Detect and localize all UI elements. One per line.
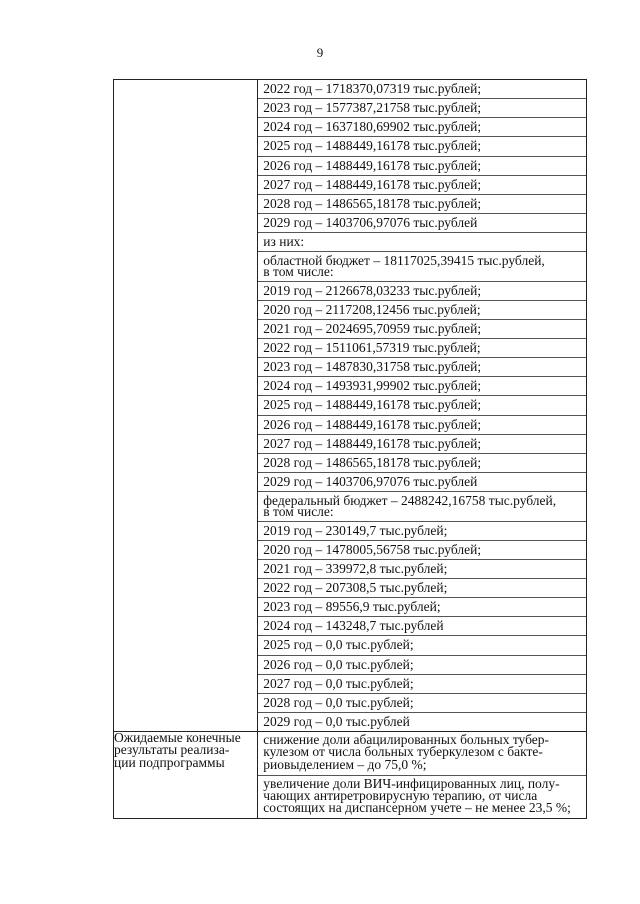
regional-year-line: 2021 год – 2024695,70959 тыс.рублей; <box>258 319 586 338</box>
results-row <box>114 732 587 819</box>
result-item <box>258 775 586 819</box>
federal-year-line: 2028 год – 0,0 тыс.рублей; <box>258 693 586 712</box>
federal-year-line: 2023 год – 89556,9 тыс.рублей; <box>258 597 586 616</box>
federal-budget-header <box>258 491 586 520</box>
regional-year-line: 2026 год – 1488449,16178 тыс.рублей; <box>258 415 586 434</box>
results-value-cell <box>258 732 587 819</box>
total-year-line: 2026 год – 1488449,16178 тыс.рублей; <box>258 156 586 175</box>
results-label-line: Ожидаемые конечные <box>114 730 241 746</box>
of-which-label: из них: <box>258 232 586 251</box>
regional-year-line: 2023 год – 1487830,31758 тыс.рублей; <box>258 357 586 376</box>
funding-row <box>114 80 587 732</box>
result-item-line: снижение доли абацилированных больных тубер- <box>263 732 550 748</box>
regional-year-line: 2020 год – 2117208,12456 тыс.рублей; <box>258 300 586 319</box>
page-number: 9 <box>316 45 324 60</box>
total-year-line: 2028 год – 1486565,18178 тыс.рублей; <box>258 194 586 213</box>
federal-year-line: 2022 год – 207308,5 тыс.рублей; <box>258 578 586 597</box>
total-year-line: 2024 год – 1637180,69902 тыс.рублей; <box>258 117 586 136</box>
regional-budget-header-line: в том числе: <box>263 264 334 280</box>
results-label-cell <box>114 732 258 819</box>
federal-year-line: 2021 год – 339972,8 тыс.рублей; <box>258 559 586 578</box>
federal-year-line: 2026 год – 0,0 тыс.рублей; <box>258 655 586 674</box>
result-item <box>258 732 586 775</box>
federal-budget-header-line: федеральный бюджет – 2488242,16758 тыс.рублей, <box>263 493 557 509</box>
federal-budget-header-line: в том числе: <box>263 504 334 520</box>
federal-year-line: 2019 год – 230149,7 тыс.рублей; <box>258 521 586 540</box>
total-year-line: 2025 год – 1488449,16178 тыс.рублей; <box>258 136 586 155</box>
federal-year-line: 2020 год – 1478005,56758 тыс.рублей; <box>258 540 586 559</box>
total-year-line: 2023 год – 1577387,21758 тыс.рублей; <box>258 98 586 117</box>
subprogram-passport-table <box>113 79 587 819</box>
federal-year-line: 2025 год – 0,0 тыс.рублей; <box>258 635 586 654</box>
regional-year-line: 2022 год – 1511061,57319 тыс.рублей; <box>258 338 586 357</box>
regional-year-line: 2025 год – 1488449,16178 тыс.рублей; <box>258 395 586 414</box>
results-label-line: ции подпрограммы <box>114 754 225 770</box>
result-item-line: увеличение доли ВИЧ-инфицированных лиц, полу- <box>263 775 560 791</box>
federal-year-line: 2024 год – 143248,7 тыс.рублей <box>258 616 586 635</box>
funding-value-cell <box>258 80 587 732</box>
result-item-line: кулезом от числа больных туберкулезом с бакте- <box>263 744 543 760</box>
result-item-line: состоящих на диспансерном учете – не менее 23,5 %; <box>263 800 571 816</box>
regional-year-line: 2024 год – 1493931,99902 тыс.рублей; <box>258 376 586 395</box>
result-item-line: риовыделением – до 75,0 %; <box>263 756 427 772</box>
federal-year-line: 2029 год – 0,0 тыс.рублей <box>258 712 586 731</box>
regional-year-line: 2029 год – 1403706,97076 тыс.рублей <box>258 472 586 491</box>
regional-budget-header-line: областной бюджет – 18117025,39415 тыс.рублей, <box>263 253 545 269</box>
funding-label-cell <box>114 80 258 732</box>
regional-budget-header <box>258 251 586 280</box>
total-year-line: 2029 год – 1403706,97076 тыс.рублей <box>258 213 586 232</box>
regional-year-line: 2028 год – 1486565,18178 тыс.рублей; <box>258 453 586 472</box>
result-item-line: чающих антиретровирусную терапию, от числа <box>263 787 538 803</box>
federal-year-line: 2027 год – 0,0 тыс.рублей; <box>258 674 586 693</box>
total-year-line: 2022 год – 1718370,07319 тыс.рублей; <box>263 81 482 96</box>
regional-year-line: 2027 год – 1488449,16178 тыс.рублей; <box>258 434 586 453</box>
regional-year-line: 2019 год – 2126678,03233 тыс.рублей; <box>258 281 586 300</box>
total-year-line: 2027 год – 1488449,16178 тыс.рублей; <box>258 175 586 194</box>
results-label-line: результаты реализа- <box>114 742 230 758</box>
